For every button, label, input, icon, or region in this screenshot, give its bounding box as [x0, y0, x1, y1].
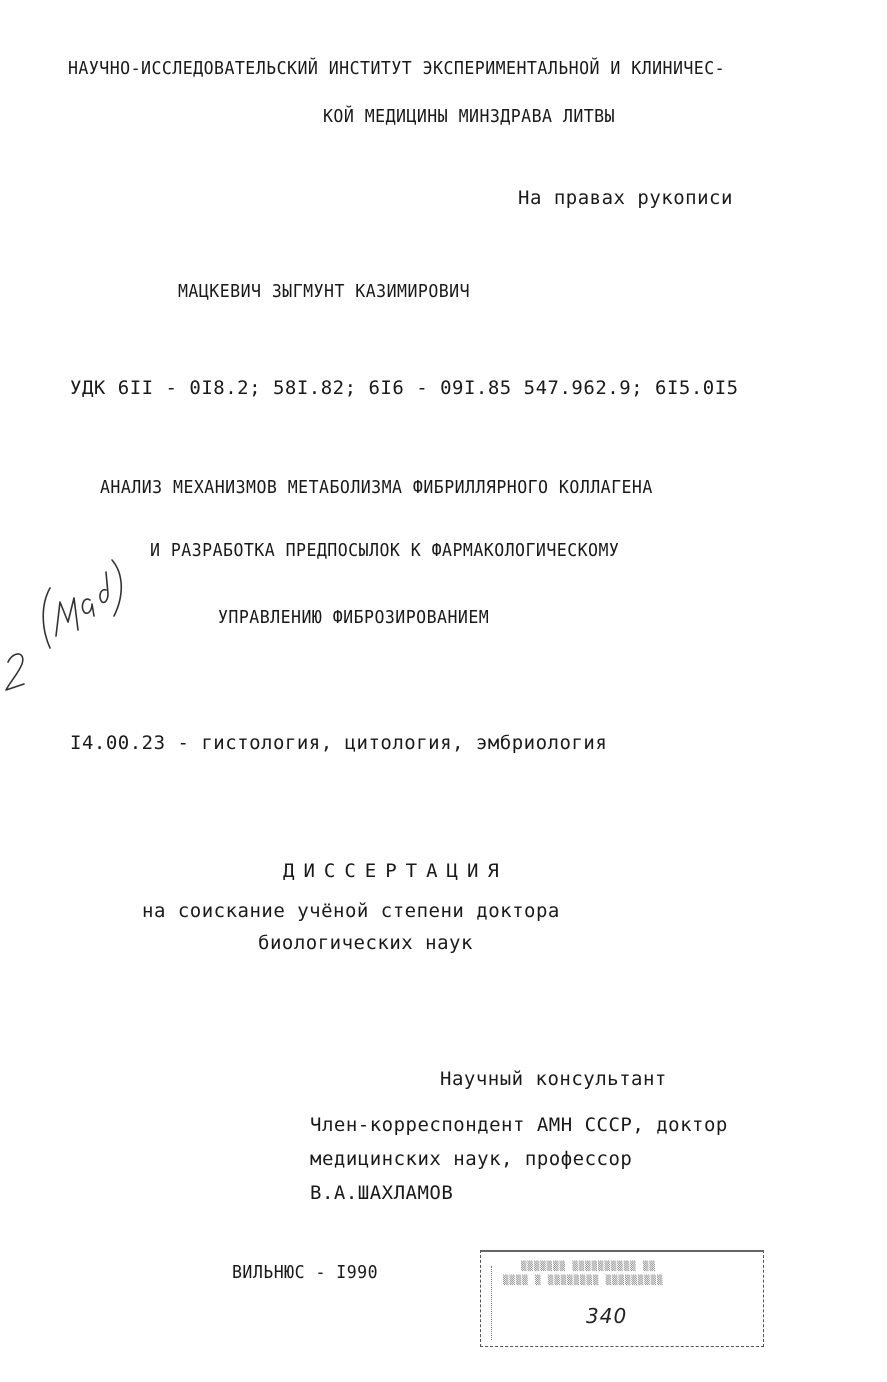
- consultant-label: Научный консультант: [440, 1068, 667, 1090]
- consultant-title-line-1: Член-корреспондент АМН СССР, доктор: [310, 1114, 728, 1136]
- dissertation-degree-line-1: на соискание учёной степени доктора: [142, 900, 560, 922]
- stamp-faint-text-2: ▒▒▒▒ ▒ ▒▒▒▒▒▒▒▒ ▒▒▒▒▒▒▒▒▒: [503, 1276, 664, 1286]
- handwritten-margin-note: [0, 0, 140, 720]
- dissertation-degree-line-2: биологических наук: [258, 932, 473, 954]
- title-line-1: АНАЛИЗ МЕХАНИЗМОВ МЕТАБОЛИЗМА ФИБРИЛЛЯРНОГО КОЛЛАГЕНА: [100, 477, 653, 498]
- manuscript-rights-note: На правах рукописи: [518, 187, 733, 209]
- author-name: МАЦКЕВИЧ ЗЫГМУНТ КАЗИМИРОВИЧ: [178, 281, 471, 302]
- institute-line-2: КОЙ МЕДИЦИНЫ МИНЗДРАВА ЛИТВЫ: [323, 106, 616, 127]
- dissertation-heading: ДИССЕРТАЦИЯ: [283, 860, 508, 882]
- library-stamp: [480, 1250, 764, 1347]
- stamp-inventory-number: 340: [586, 1304, 628, 1328]
- title-line-2: И РАЗРАБОТКА ПРЕДПОСЫЛОК К ФАРМАКОЛОГИЧЕСКОМУ: [150, 540, 620, 561]
- institute-line-1: НАУЧНО-ИССЛЕДОВАТЕЛЬСКИЙ ИНСТИТУТ ЭКСПЕРИМЕНТАЛЬНОЙ И КЛИНИЧЕС-: [68, 58, 726, 79]
- stamp-faint-text-1: ▒▒▒▒▒▒▒ ▒▒▒▒▒▒▒▒▒▒ ▒▒: [521, 1262, 656, 1272]
- specialty-code: I4.00.23 - гистология, цитология, эмбриология: [70, 732, 608, 754]
- consultant-title-line-2: медицинских наук, профессор: [310, 1148, 633, 1170]
- title-line-3: УПРАВЛЕНИЮ ФИБРОЗИРОВАНИЕМ: [218, 607, 490, 628]
- consultant-name: В.А.ШАХЛАМОВ: [310, 1182, 454, 1204]
- udc-code: УДК 6II - 0I8.2; 58I.82; 6I6 - 09I.85 547.962.9; 6I5.0I5: [70, 377, 739, 399]
- city-and-year: ВИЛЬНЮС - I990: [232, 1262, 379, 1283]
